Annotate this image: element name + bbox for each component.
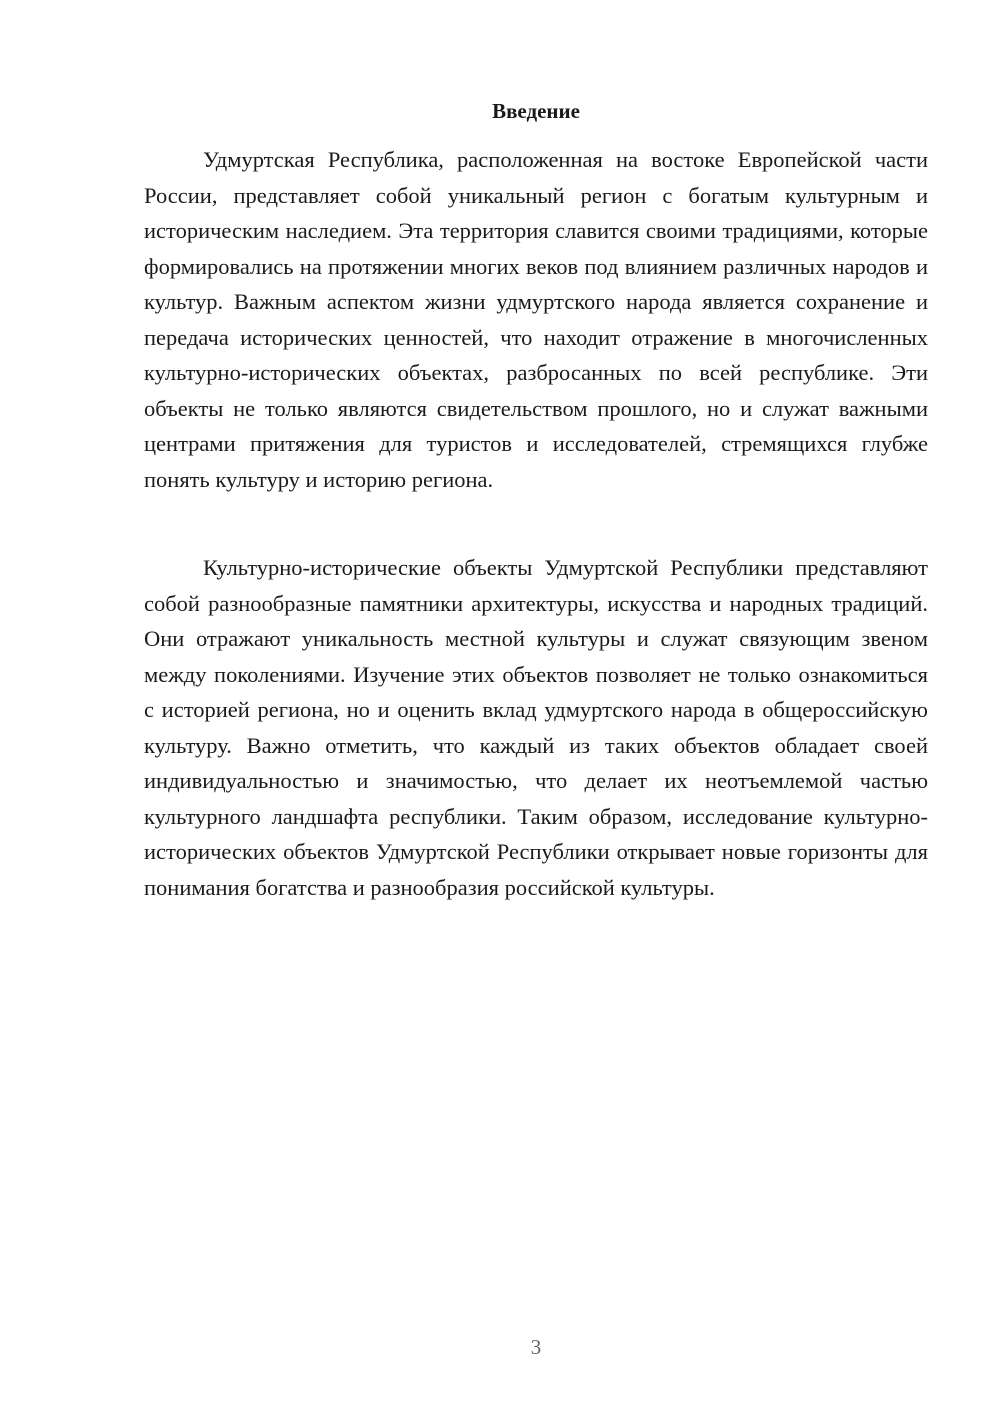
page-number: 3 [530,1335,542,1359]
section-heading: Введение [492,99,580,123]
paragraph-2: Культурно-исторические объекты Удмуртской Республики представляют собой разнообразные памятники архитектуры, искусства и народных традиций. Они отражают уникальность местной культуры и служат связующим звеном между поколениями. Изучение этих объектов позволяет не только ознакомиться с историей региона, но и оценить вклад удмуртского народа в общероссийскую культуру. Важно отметить, что каждый из таких объектов обладает своей индивидуальностью и значимостью, что делает их неотъемлемой частью культурного ландшафта республики. Таким образом, исследование культурно-исторических объектов Удмуртской Республики открывает новые горизонты для понимания богатства и разнообразия российской культуры. [144,555,928,900]
paragraph-1: Удмуртская Республика, расположенная на востоке Европейской части России, представляет собой уникальный регион с богатым культурным и историческим наследием. Эта территория славится своими традициями, которые формировались на протяжении многих веков под влиянием различных народов и культур. Важным аспектом жизни удмуртского народа является сохранение и передача исторических ценностей, что находит отражение в многочисленных культурно-исторических объектах, разбросанных по всей республике. Эти объекты не только являются свидетельством прошлого, но и служат важными центрами притяжения для туристов и исследователей, стремящихся глубже понять культуру и историю региона. [144,147,928,492]
